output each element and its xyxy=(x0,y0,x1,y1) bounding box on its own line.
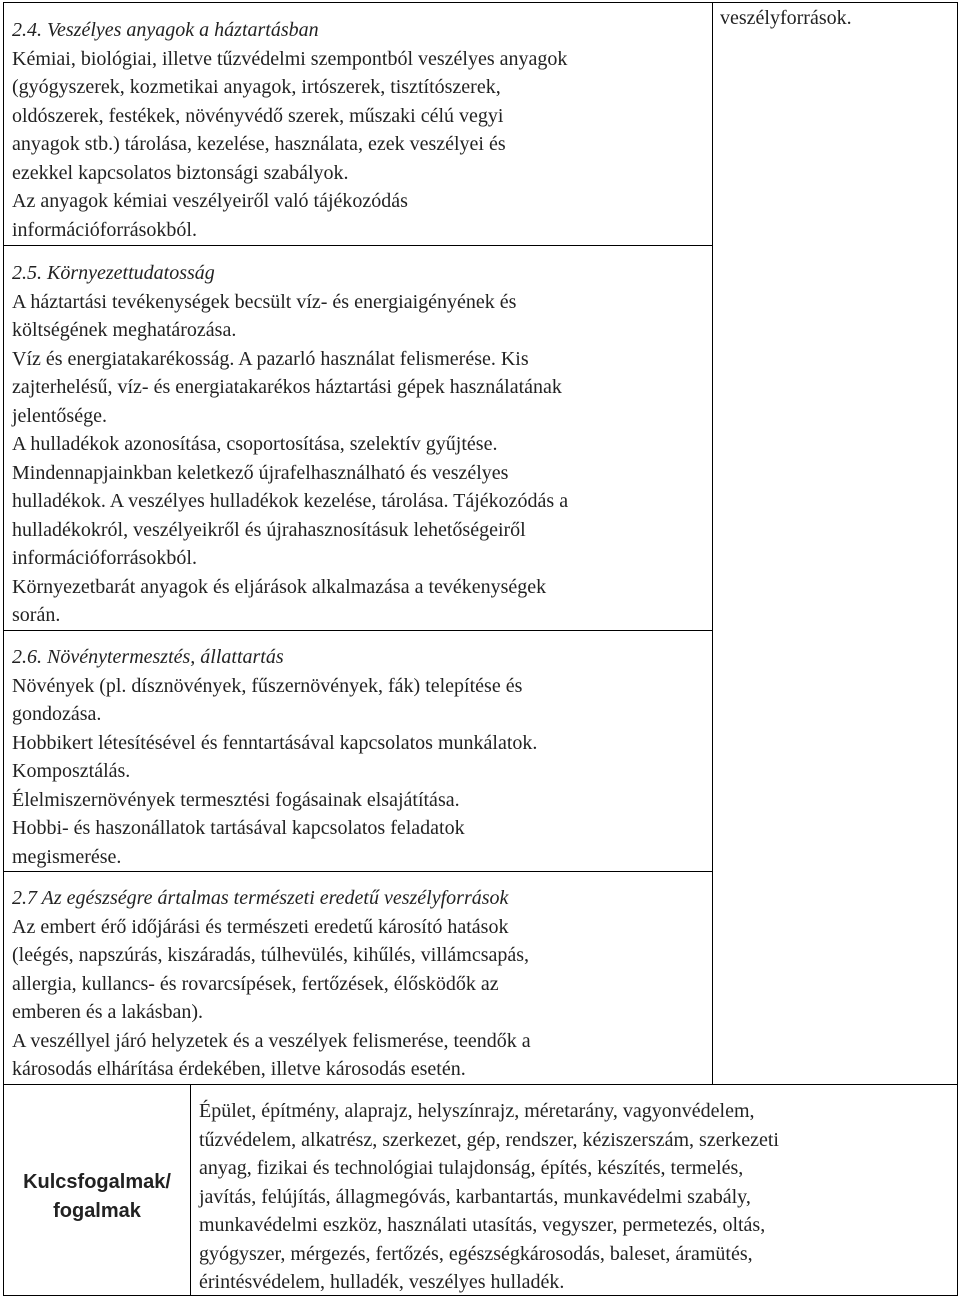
text-line: hulladékok. A veszélyes hulladékok kezelése, tárolása. Tájékozódás a xyxy=(12,490,569,512)
text-line: ezekkel kapcsolatos biztonsági szabályok. xyxy=(12,161,349,184)
column-divider xyxy=(712,2,713,1084)
text-line: (gyógyszerek, kozmetikai anyagok, irtószerek, tisztítószerek, xyxy=(12,76,501,98)
keywords-label-line: fogalmak xyxy=(53,1200,141,1222)
keywords-line: anyag, fizikai és technológiai tulajdonság, építés, készítés, termelés, xyxy=(199,1157,744,1179)
table-border-right xyxy=(957,2,958,1296)
keywords-line: javítás, felújítás, állagmegóvás, karbantartás, munkavédelmi szabály, xyxy=(199,1185,751,1208)
text-line: Víz és energiatakarékosság. A pazarló használat felismerése. Kis xyxy=(12,347,529,370)
section-2-5 xyxy=(12,259,712,630)
keywords-line: Épület, építmény, alaprajz, helyszínrajz, méretarány, vagyonvédelem, xyxy=(199,1100,755,1122)
row-divider-2 xyxy=(3,630,713,631)
text-line: anyagok stb.) tárolása, kezelése, használata, ezek veszélyei és xyxy=(12,133,506,155)
keywords-list xyxy=(199,1097,954,1297)
section-heading: 2.6. Növénytermesztés, állattartás xyxy=(12,646,284,668)
text-line: Az embert érő időjárási és természeti eredetű károsító hatások xyxy=(12,915,509,938)
text-line: Hobbi- és haszonállatok tartásával kapcsolatos feladatok xyxy=(12,817,465,839)
text-line: jelentősége. xyxy=(12,404,107,427)
table-border-top xyxy=(3,2,958,3)
text-line: A veszéllyel járó helyzetek és a veszélyek felismerése, teendők a xyxy=(12,1029,531,1052)
text-line: A háztartási tevékenységek becsült víz- és energiaigényének és xyxy=(12,290,517,313)
text-line: költségének meghatározása. xyxy=(12,319,237,341)
keywords-label-line: Kulcsfogalmak/ xyxy=(23,1171,171,1193)
section-2-7 xyxy=(12,884,712,1084)
keywords-line: érintésvédelem, hulladék, veszélyes hulladék. xyxy=(199,1271,565,1293)
section-heading: 2.7 Az egészségre ártalmas természeti eredetű veszélyforrások xyxy=(12,887,509,909)
text-line: oldószerek, festékek, növényvédő szerek, műszaki célú vegyi xyxy=(12,104,504,127)
keywords-line: gyógyszer, mérgezés, fertőzés, egészségkárosodás, baleset, áramütés, xyxy=(199,1242,753,1265)
table-border-left xyxy=(3,2,4,1296)
text-line: információforrásokból. xyxy=(12,218,197,241)
text-line: (leégés, napszúrás, kiszáradás, túlhevülés, kihűlés, villámcsapás, xyxy=(12,944,530,966)
text-line: Komposztálás. xyxy=(12,760,131,782)
row-divider-3 xyxy=(3,871,713,872)
text-line: hulladékokról, veszélyeikről és újrahasznosításuk lehetőségeiről xyxy=(12,518,526,541)
text-line: Mindennapjainkban keletkező újrafelhasználható és veszélyes xyxy=(12,461,509,484)
text-line: károsodás elhárítása érdekében, illetve károsodás esetén. xyxy=(12,1058,466,1080)
text-line: Környezetbarát anyagok és eljárások alkalmazása a tevékenységek xyxy=(12,575,547,598)
text-line: során. xyxy=(12,604,61,626)
keywords-divider xyxy=(190,1084,191,1296)
row-divider-1 xyxy=(3,245,713,246)
text-line: allergia, kullancs- és rovarcsípések, fertőzések, élősködők az xyxy=(12,972,499,995)
text-line: Az anyagok kémiai veszélyeiről való tájékozódás xyxy=(12,190,408,212)
right-column-text: veszélyforrások. xyxy=(720,7,852,29)
text-line: információforrásokból. xyxy=(12,547,197,569)
section-2-6 xyxy=(12,643,712,871)
text-line: Élelmiszernövények termesztési fogásainak elsajátítása. xyxy=(12,788,460,811)
keywords-line: munkavédelmi eszköz, használati utasítás, vegyszer, permetezés, oltás, xyxy=(199,1214,766,1236)
text-line: Hobbikert létesítésével és fenntartásával kapcsolatos munkálatok. xyxy=(12,731,538,754)
text-line: zajterhelésű, víz- és energiatakarékos háztartási gépek használatának xyxy=(12,376,562,398)
text-line: emberen és a lakásban). xyxy=(12,1001,204,1023)
section-heading: 2.5. Környezettudatosság xyxy=(12,262,215,284)
section-heading: 2.4. Veszélyes anyagok a háztartásban xyxy=(12,19,319,41)
section-2-4 xyxy=(12,16,712,244)
text-line: gondozása. xyxy=(12,703,102,725)
text-line: A hulladékok azonosítása, csoportosítása, szelektív gyűjtése. xyxy=(12,433,498,455)
text-line: Növények (pl. dísznövények, fűszernövények, fák) telepítése és xyxy=(12,674,523,697)
keywords-label xyxy=(8,1168,186,1226)
keywords-line: tűzvédelem, alkatrész, szerkezet, gép, rendszer, kéziszerszám, szerkezeti xyxy=(199,1128,779,1151)
row-divider-4 xyxy=(3,1084,958,1085)
text-line: Kémiai, biológiai, illetve tűzvédelmi szempontból veszélyes anyagok xyxy=(12,47,568,70)
text-line: megismerése. xyxy=(12,845,122,868)
